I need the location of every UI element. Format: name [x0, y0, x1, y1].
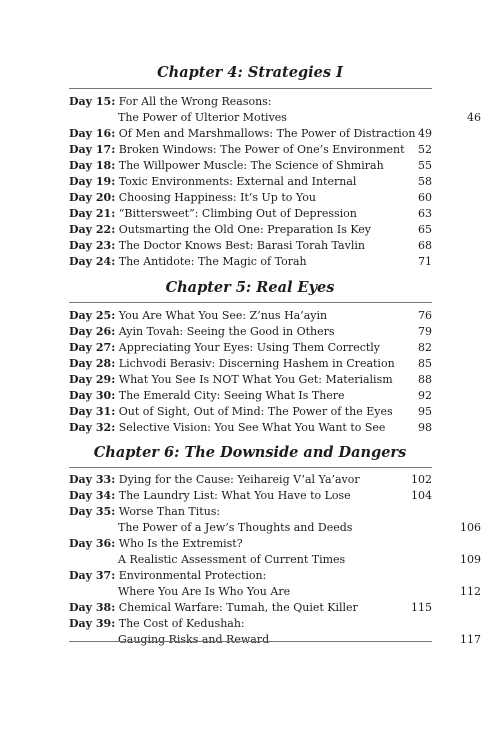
entry-title: The Cost of Kedushah:	[118, 617, 245, 630]
toc-entry[interactable]	[69, 206, 432, 222]
page-number: 68	[418, 239, 432, 252]
entry-title: You Are What You See: Z’nus Ha’ayin	[118, 309, 328, 322]
chapter-heading: Chapter 5: Real Eyes	[165, 279, 335, 296]
day-label: Day 25:	[69, 309, 116, 322]
day-label: Day 23:	[69, 239, 116, 252]
page-number: 82	[418, 341, 432, 354]
day-label: Day 15:	[69, 95, 116, 108]
chapter-heading: Chapter 6: The Downside and Dangers	[93, 444, 407, 461]
chapter-divider	[69, 88, 432, 89]
day-label: Day 30:	[69, 389, 116, 402]
page-number: 85	[418, 357, 432, 370]
entry-title: Ayin Tovah: Seeing the Good in Others	[118, 325, 335, 338]
toc-entry[interactable]	[69, 404, 432, 420]
day-label: Day 28:	[69, 357, 116, 370]
page-number: 65	[418, 223, 432, 236]
toc-entry[interactable]	[69, 388, 432, 404]
toc-entry-continuation[interactable]	[69, 520, 481, 536]
toc-entry[interactable]	[69, 340, 432, 356]
page-number: 92	[418, 389, 432, 402]
day-label: Day 31:	[69, 405, 116, 418]
entry-subtitle: A Realistic Assessment of Current Times	[118, 553, 346, 566]
toc-entry[interactable]	[69, 372, 432, 388]
day-label: Day 38:	[69, 601, 116, 614]
entry-title: Of Men and Marshmallows: The Power of Distraction	[118, 127, 416, 140]
entry-title: Choosing Happiness: It’s Up to You	[118, 191, 316, 204]
bottom-divider	[69, 641, 432, 642]
entry-subtitle: Where You Are Is Who You Are	[118, 585, 291, 598]
toc-entry[interactable]	[69, 190, 432, 206]
page-number: 58	[418, 175, 432, 188]
entry-title: Chemical Warfare: Tumah, the Quiet Killer	[118, 601, 358, 614]
day-label: Day 32:	[69, 421, 116, 434]
entry-subtitle: Gauging Risks and Reward	[118, 633, 270, 646]
day-label: Day 34:	[69, 489, 116, 502]
page-number: 102	[411, 473, 432, 486]
day-label: Day 24:	[69, 255, 116, 268]
page-number: 55	[418, 159, 432, 172]
page-number: 49	[418, 127, 432, 140]
entry-title: Who Is the Extremist?	[118, 537, 243, 550]
toc-entry[interactable]	[69, 94, 432, 110]
day-label: Day 20:	[69, 191, 116, 204]
toc-entry[interactable]	[69, 600, 432, 616]
page-number: 79	[418, 325, 432, 338]
page-number: 52	[418, 143, 432, 156]
toc-entry[interactable]	[69, 238, 432, 254]
toc-entry[interactable]	[69, 488, 432, 504]
entry-title: The Doctor Knows Best: Barasi Torah Tavlin	[118, 239, 365, 252]
page-number: 71	[418, 255, 432, 268]
day-label: Day 19:	[69, 175, 116, 188]
toc-entry[interactable]	[69, 254, 432, 270]
toc-entry-continuation[interactable]	[69, 584, 481, 600]
entry-title: What You See Is NOT What You Get: Materialism	[118, 373, 393, 386]
day-label: Day 29:	[69, 373, 116, 386]
page-number: 112	[460, 585, 481, 598]
page-number: 95	[418, 405, 432, 418]
toc-entry-continuation[interactable]	[69, 632, 481, 648]
day-label: Day 16:	[69, 127, 116, 140]
entry-title: Worse Than Titus:	[118, 505, 221, 518]
entry-title: “Bittersweet”: Climbing Out of Depression	[118, 207, 357, 220]
entry-subtitle: The Power of a Jew’s Thoughts and Deeds	[118, 521, 353, 534]
entry-title: Lichvodi Berasiv: Discerning Hashem in Creation	[118, 357, 395, 370]
day-label: Day 18:	[69, 159, 116, 172]
toc-entry[interactable]	[69, 308, 432, 324]
chapter-divider	[69, 467, 432, 468]
page-number: 109	[460, 553, 481, 566]
entry-title: For All the Wrong Reasons:	[118, 95, 272, 108]
chapter-heading: Chapter 4: Strategies I	[157, 64, 343, 81]
entry-title: Out of Sight, Out of Mind: The Power of the Eyes	[118, 405, 393, 418]
toc-entry[interactable]	[69, 222, 432, 238]
entry-title: The Emerald City: Seeing What Is There	[118, 389, 345, 402]
toc-entry[interactable]	[69, 142, 432, 158]
entry-title: Dying for the Cause: Yeihareig V’al Ya’avor	[118, 473, 360, 486]
day-label: Day 39:	[69, 617, 116, 630]
entry-title: The Antidote: The Magic of Torah	[118, 255, 307, 268]
day-label: Day 26:	[69, 325, 116, 338]
toc-entry[interactable]	[69, 324, 432, 340]
toc-entry[interactable]	[69, 536, 432, 552]
page-number: 106	[460, 521, 481, 534]
toc-entry[interactable]	[69, 472, 432, 488]
page-number: 98	[418, 421, 432, 434]
day-label: Day 22:	[69, 223, 116, 236]
chapter-divider	[69, 302, 432, 303]
toc-entry[interactable]	[69, 158, 432, 174]
toc-entry[interactable]	[69, 126, 432, 142]
day-label: Day 35:	[69, 505, 116, 518]
toc-entry[interactable]	[69, 174, 432, 190]
entry-subtitle: The Power of Ulterior Motives	[118, 111, 287, 124]
toc-entry[interactable]	[69, 568, 432, 584]
entry-title: Toxic Environments: External and Internal	[118, 175, 357, 188]
page-number: 46	[467, 111, 481, 124]
day-label: Day 37:	[69, 569, 116, 582]
page-number: 76	[418, 309, 432, 322]
toc-entry[interactable]	[69, 616, 432, 632]
entry-title: The Laundry List: What You Have to Lose	[118, 489, 351, 502]
entry-title: The Willpower Muscle: The Science of Shmirah	[118, 159, 384, 172]
toc-entry-continuation[interactable]	[69, 552, 481, 568]
day-label: Day 21:	[69, 207, 116, 220]
entry-title: Appreciating Your Eyes: Using Them Correctly	[118, 341, 381, 354]
day-label: Day 17:	[69, 143, 116, 156]
page-number: 115	[411, 601, 432, 614]
page-number: 88	[418, 373, 432, 386]
toc-entry[interactable]	[69, 356, 432, 372]
toc-entry[interactable]	[69, 504, 432, 520]
day-label: Day 33:	[69, 473, 116, 486]
entry-title: Outsmarting the Old One: Preparation Is Key	[118, 223, 372, 236]
toc-entry-continuation[interactable]	[69, 110, 481, 126]
day-label: Day 36:	[69, 537, 116, 550]
toc-entry[interactable]	[69, 420, 432, 436]
page-number: 63	[418, 207, 432, 220]
entry-title: Broken Windows: The Power of One’s Environment	[118, 143, 405, 156]
page-number: 60	[418, 191, 432, 204]
entry-title: Selective Vision: You See What You Want to See	[118, 421, 386, 434]
page-number: 117	[460, 633, 481, 646]
day-label: Day 27:	[69, 341, 116, 354]
page-number: 104	[411, 489, 432, 502]
entry-title: Environmental Protection:	[118, 569, 267, 582]
